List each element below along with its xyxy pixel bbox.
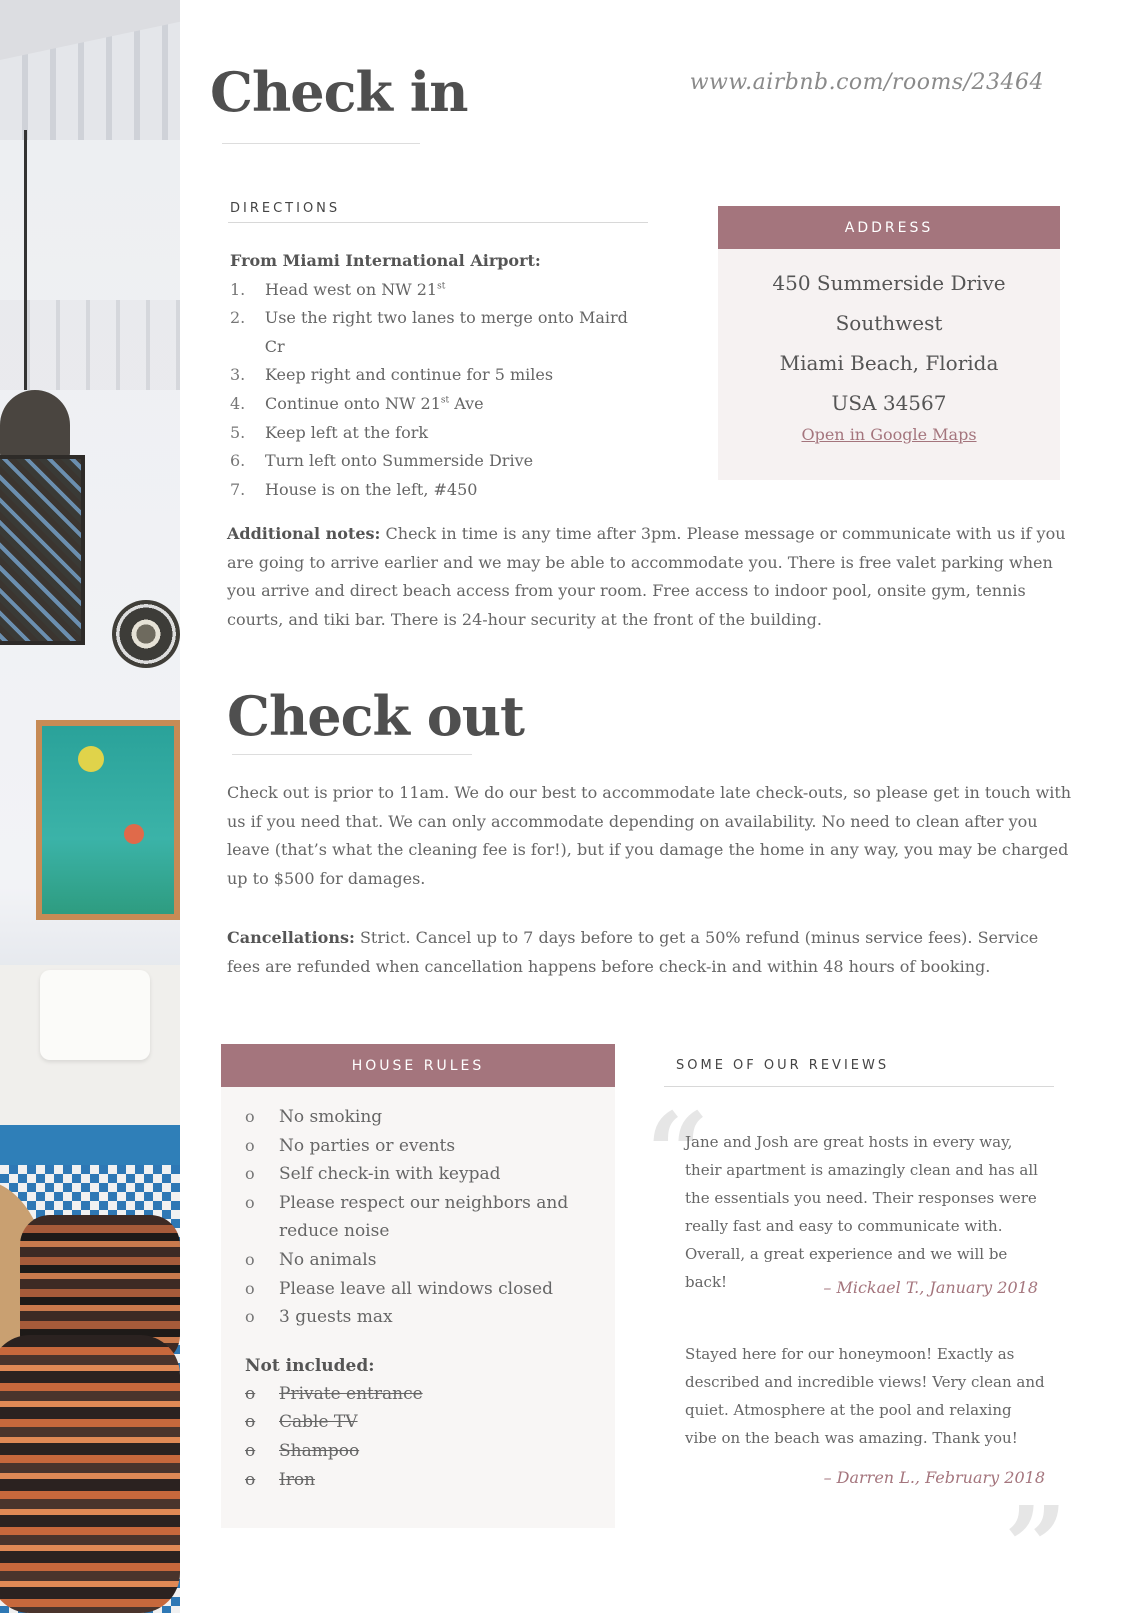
list-item: o Private entrance [245,1383,423,1404]
cancellations [227,924,1072,981]
open-quote-icon: “ [646,1088,710,1217]
check-out-text: Check out is prior to 11am. We do our best to accommodate late check-outs, so please get in touch with us if you need that. We can only accommodate depending on availability. No need to clean after you leave (that’s what the cleaning fee is for!), but if you damage the home in any way, you may be charged up to $500 for damages. [227,783,1072,888]
list-item: 7. House is on the left, #450 [230,479,478,499]
directions-label: DIRECTIONS [230,201,341,216]
address-line: Southwest [835,311,943,335]
not-included-list [221,1376,615,1494]
house-rules-label: HOUSE RULES [221,1044,615,1087]
review-text: Jane and Josh are great hosts in every way, their apartment is amazingly clean and has all the essentials you need. Their responses were really fast and easy to communicate with. Overall, a great experience and we will be back! [685,1133,1038,1291]
list-item: o Shampoo [245,1440,360,1461]
directions-lead: From Miami International Airport: [230,251,541,270]
cancellations-label: Cancellations: [227,928,355,947]
not-included-label: Not included: [245,1355,375,1376]
reviews-label: SOME OF OUR REVIEWS [676,1058,890,1073]
directions-list [230,276,650,505]
list-item: o Please leave all windows closed [245,1278,553,1299]
address-lines [718,249,1060,423]
google-maps-link[interactable]: Open in Google Maps [801,425,977,444]
additional-notes-text: Check in time is any time after 3pm. Please message or communicate with us if you are going to arrive earlier and we may be able to accommodate you. There is free valet parking when you arrive and direct beach access from your room. Free access to indoor pool, onsite gym, tennis courts, and tiki bar. There is 24-hour security at the front of the building. [227,524,1066,629]
additional-notes [227,520,1072,634]
list-item: o Self check-in with keypad [245,1164,501,1185]
directions-divider [228,222,648,223]
title-divider [232,754,472,755]
list-item: o No parties or events [245,1135,456,1156]
close-quote-icon: ” [1004,1482,1068,1611]
review-text: Stayed here for our honeymoon! Exactly as described and incredible views! Very clean and quiet. Atmosphere at the pool and relaxing vibe on the beach was amazing. Thank you! [685,1345,1045,1447]
review-item [685,1128,1045,1296]
review-item [685,1340,1045,1487]
reviews-divider [664,1086,1054,1087]
list-item: o No animals [245,1249,377,1270]
list-item: o 3 guests max [245,1307,393,1328]
list-item: 2. Use the right two lanes to merge onto Maird Cr [230,308,628,356]
listing-url[interactable]: www.airbnb.com/rooms/23464 [689,70,1044,95]
address-label: ADDRESS [718,206,1060,249]
review-author: – Darren L., February 2018 [823,1468,1045,1487]
list-item: o No smoking [245,1107,383,1127]
list-item: 6. Turn left onto Summerside Drive [230,451,534,471]
review-author: – Mickael T., January 2018 [823,1278,1038,1297]
house-rules-list [221,1087,615,1332]
check-in-title: Check in [210,60,468,124]
check-out-title: Check out [227,684,524,748]
cancellations-text: Strict. Cancel up to 7 days before to get a 50% refund (minus service fees). Service fees are refunded when cancellation happens before check-in and within 48 hours of booking. [227,928,1039,976]
address-line: Miami Beach, Florida [779,351,999,375]
list-item: 4. Continue onto NW 21st Ave [230,393,484,413]
list-item: 1. Head west on NW 21st [230,279,446,299]
additional-notes-label: Additional notes: [227,524,381,543]
list-item: o Please respect our neighbors and reduce noise [245,1192,569,1242]
title-divider [222,143,420,144]
address-line: 450 Summerside Drive [772,271,1006,295]
list-item: o Iron [245,1469,316,1490]
directions-section [230,247,650,504]
address-card [718,206,1060,480]
list-item: 3. Keep right and continue for 5 miles [230,365,554,385]
list-item: o Cable TV [245,1412,358,1433]
decorative-photo [0,0,180,1613]
list-item: 5. Keep left at the fork [230,422,429,442]
house-rules-card [221,1044,615,1528]
address-line: USA 34567 [831,391,947,415]
